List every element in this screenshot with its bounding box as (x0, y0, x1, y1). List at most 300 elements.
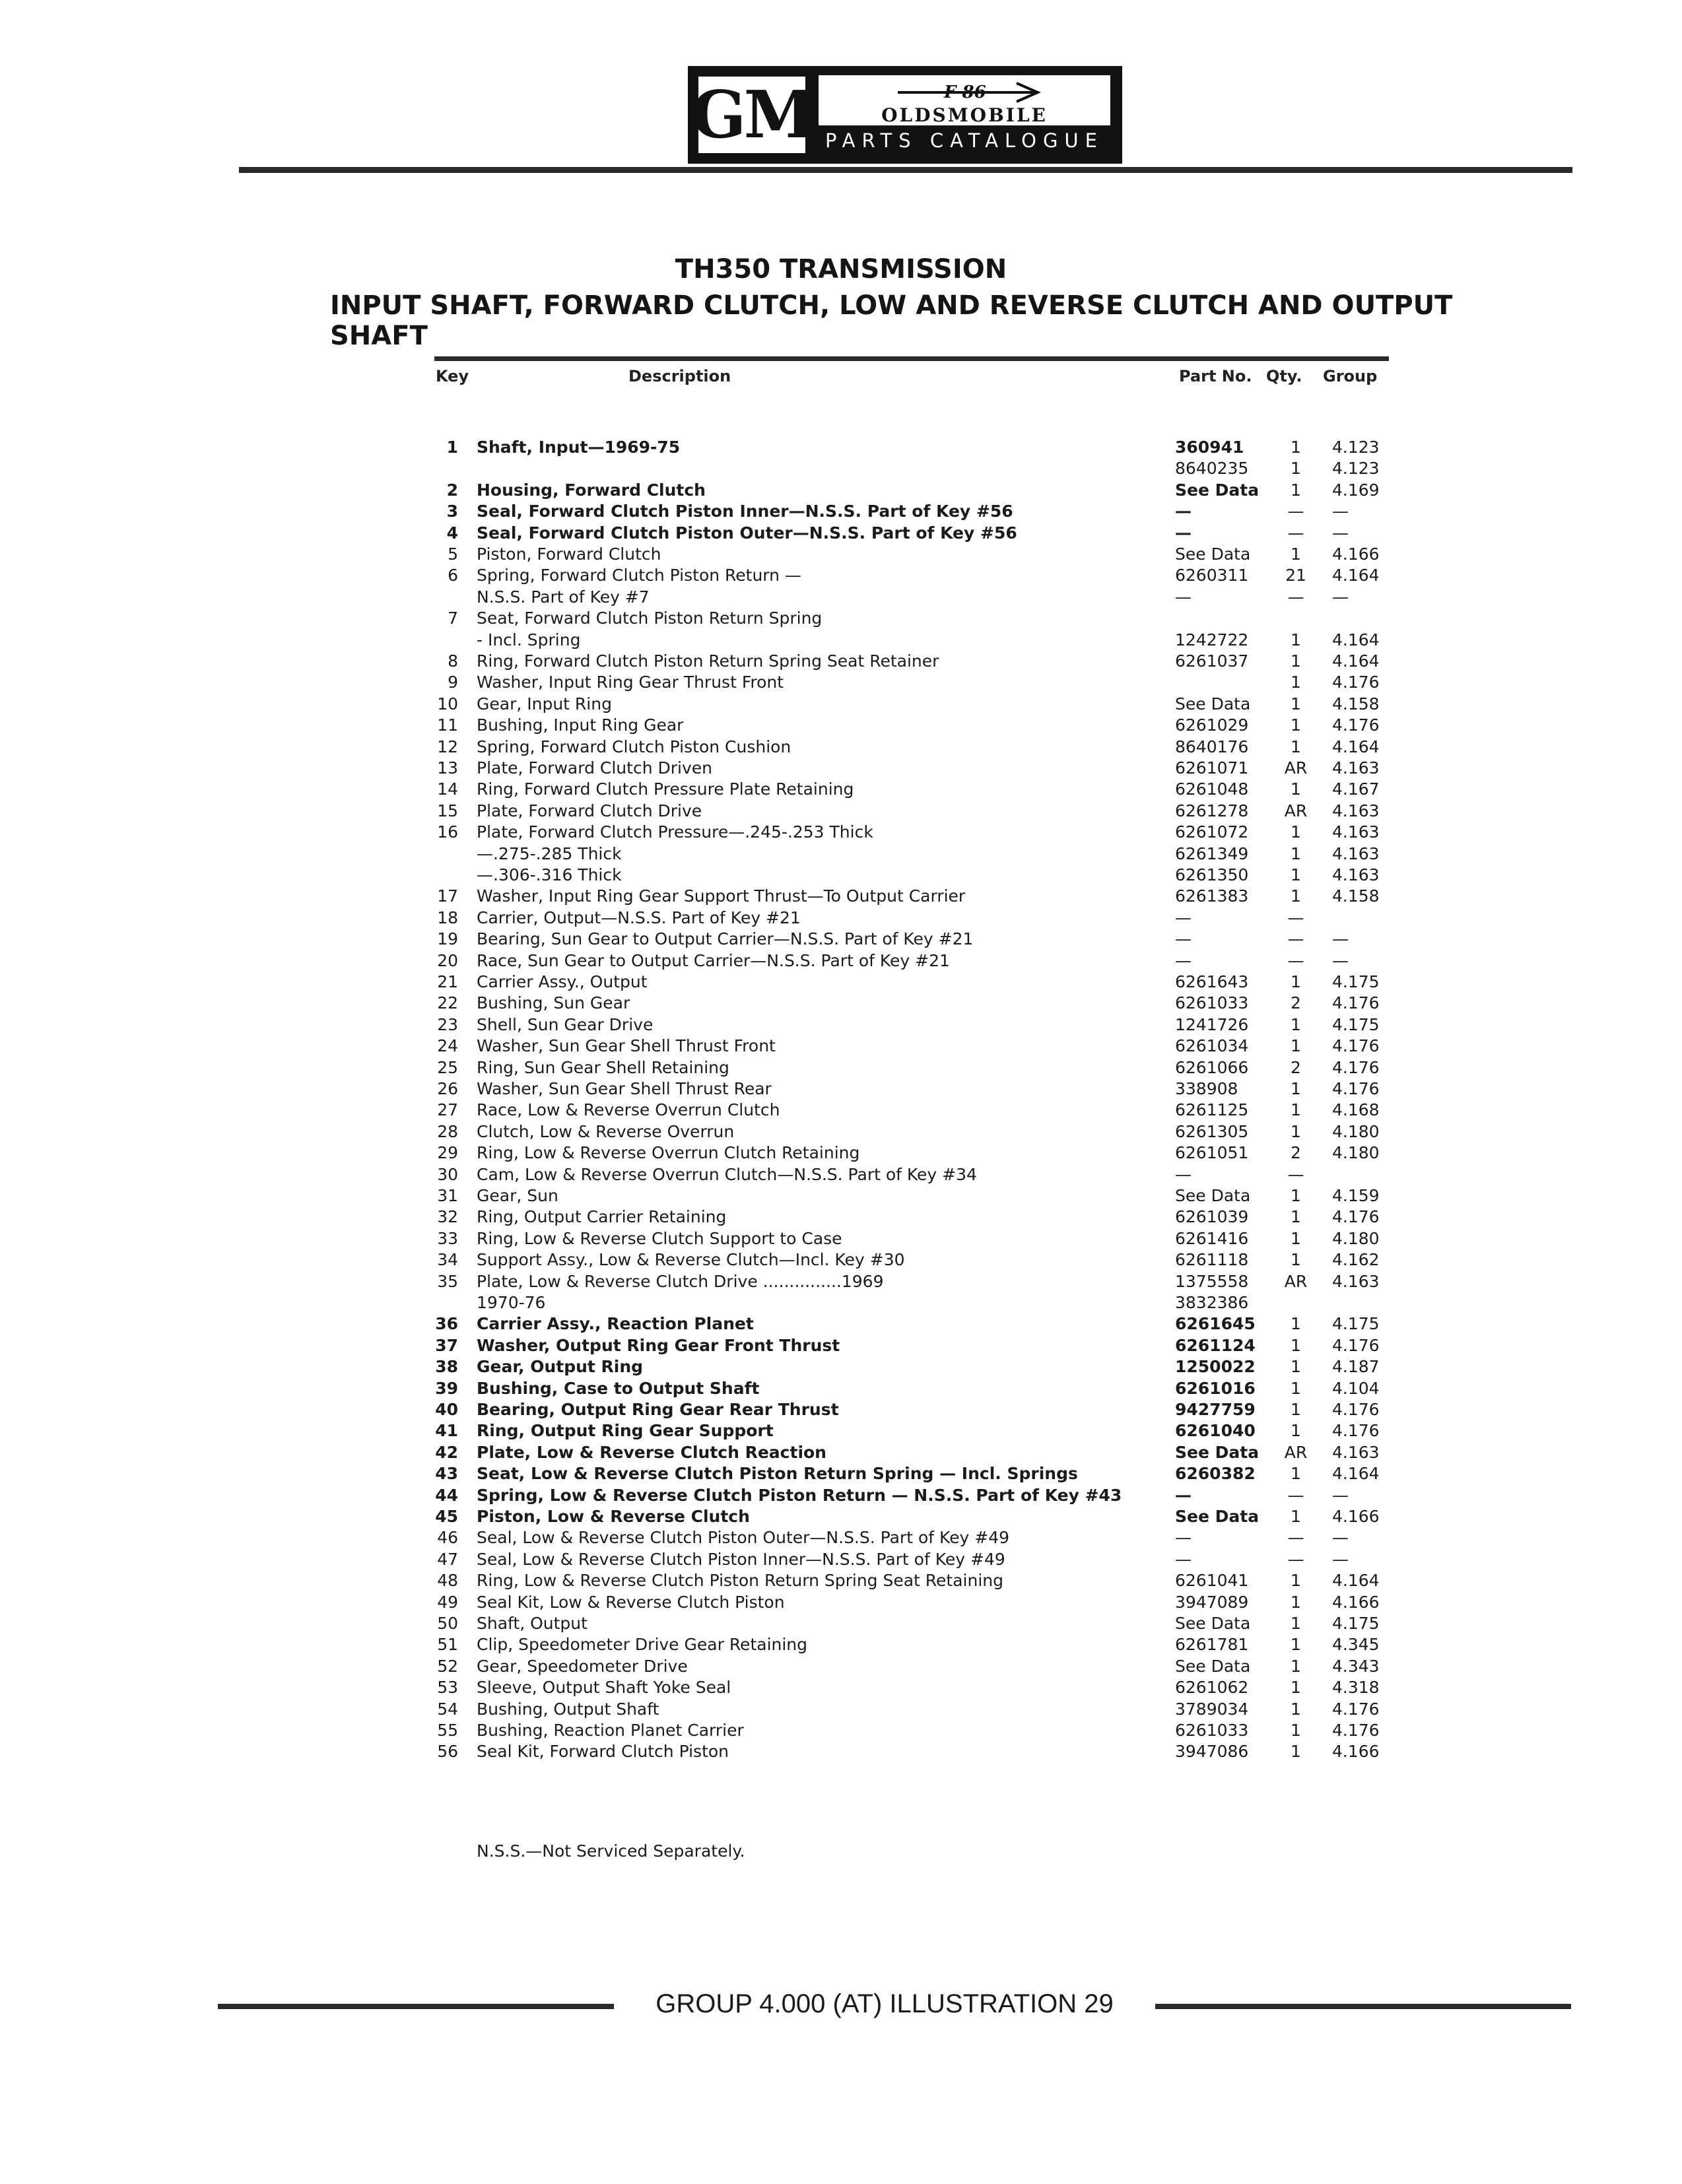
table-row (0, 1570, 1682, 1591)
row-quantity: 1 (1291, 1657, 1301, 1676)
table-row (0, 694, 1682, 714)
row-quantity: 1 (1291, 1700, 1301, 1719)
row-part-number: 6260311 (1175, 566, 1249, 585)
row-part-number: 6261016 (1175, 1379, 1256, 1398)
table-row (0, 844, 1682, 864)
row-quantity: 1 (1291, 1207, 1301, 1226)
row-part-number: — (1175, 587, 1192, 607)
row-quantity: 1 (1291, 972, 1301, 991)
row-part-number: — (1175, 502, 1192, 521)
logo-mark-text: F 86 (944, 83, 986, 102)
row-quantity: 1 (1291, 1571, 1301, 1590)
row-quantity: 1 (1291, 1678, 1301, 1697)
row-key: 33 (437, 1229, 458, 1248)
row-key: 7 (448, 609, 458, 628)
table-row (0, 1121, 1682, 1142)
table-row (0, 1185, 1682, 1206)
row-part-number: 8640176 (1175, 737, 1249, 756)
row-part-number: See Data (1175, 1657, 1251, 1676)
row-description: Washer, Input Ring Gear Thrust Front (477, 673, 784, 692)
row-part-number: — (1175, 1486, 1192, 1505)
row-quantity: — (1287, 1550, 1304, 1569)
table-row (0, 822, 1682, 842)
row-key: 26 (437, 1079, 458, 1098)
f86-arrow-icon (819, 78, 1110, 104)
table-row (0, 651, 1682, 671)
row-part-number: — (1175, 1550, 1192, 1569)
row-part-number: — (1175, 908, 1192, 927)
row-group: 4.168 (1332, 1100, 1380, 1119)
row-part-number: 6261048 (1175, 779, 1249, 799)
row-description: Plate, Forward Clutch Drive (477, 801, 702, 820)
row-group: 4.158 (1332, 886, 1380, 906)
row-part-number: 1241726 (1175, 1015, 1249, 1034)
table-row (0, 972, 1682, 992)
table-row (0, 1378, 1682, 1399)
row-quantity: 1 (1291, 865, 1301, 884)
row-description: Carrier, Output—N.S.S. Part of Key #21 (477, 908, 801, 927)
row-part-number: 6261062 (1175, 1678, 1249, 1697)
row-description: Clip, Speedometer Drive Gear Retaining (477, 1635, 808, 1654)
row-quantity: — (1287, 1486, 1304, 1505)
row-group: 4.104 (1332, 1379, 1380, 1398)
row-description: Gear, Output Ring (477, 1357, 644, 1376)
row-part-number: 9427759 (1175, 1400, 1256, 1419)
table-row (0, 1613, 1682, 1634)
table-row (0, 501, 1682, 521)
row-description: —.306-.316 Thick (477, 865, 622, 884)
row-description: Ring, Forward Clutch Piston Return Spring Seat Retainer (477, 651, 939, 671)
row-group: — (1332, 1528, 1349, 1547)
row-part-number: See Data (1175, 1443, 1260, 1462)
row-quantity: 1 (1291, 1336, 1301, 1355)
row-part-number: 6261071 (1175, 758, 1249, 778)
row-quantity: 1 (1291, 438, 1301, 457)
row-group: 4.176 (1332, 1700, 1380, 1719)
row-group: 4.158 (1332, 694, 1380, 713)
row-quantity: — (1287, 502, 1304, 521)
row-key: 14 (437, 779, 458, 799)
row-quantity: 1 (1291, 1122, 1301, 1141)
row-quantity: — (1287, 951, 1304, 970)
row-part-number: 6261051 (1175, 1143, 1249, 1162)
row-group: 4.123 (1332, 438, 1380, 457)
row-description: Bearing, Sun Gear to Output Carrier—N.S.S. Part of Key #21 (477, 929, 974, 948)
row-group: 4.166 (1332, 1593, 1380, 1612)
footer-illustration-label: GROUP 4.000 (AT) ILLUSTRATION 29 (656, 1989, 1114, 2018)
row-quantity: — (1287, 908, 1304, 927)
table-row (0, 630, 1682, 650)
table-row (0, 1142, 1682, 1163)
row-part-number: 6261118 (1175, 1250, 1249, 1269)
table-row (0, 1677, 1682, 1698)
row-key: 28 (437, 1122, 458, 1141)
row-part-number: 3789034 (1175, 1700, 1249, 1719)
row-group: — (1332, 1486, 1349, 1505)
row-description: Clutch, Low & Reverse Overrun (477, 1122, 735, 1141)
table-row (0, 1399, 1682, 1420)
row-group: — (1332, 951, 1349, 970)
row-group: 4.176 (1332, 1336, 1380, 1355)
row-description: Bushing, Output Shaft (477, 1700, 659, 1719)
row-quantity: 1 (1291, 1250, 1301, 1269)
row-quantity: — (1287, 1165, 1304, 1184)
row-quantity: 1 (1291, 1635, 1301, 1654)
table-row (0, 1485, 1682, 1506)
row-description: Sleeve, Output Shaft Yoke Seal (477, 1678, 731, 1697)
row-part-number: 6261029 (1175, 715, 1249, 735)
row-group: 4.176 (1332, 1421, 1380, 1440)
row-part-number: 6261781 (1175, 1635, 1249, 1654)
column-header-part-no: Part No. (1179, 367, 1252, 385)
row-description: Bearing, Output Ring Gear Rear Thrust (477, 1400, 839, 1419)
table-row (0, 1078, 1682, 1099)
row-part-number: See Data (1175, 480, 1260, 500)
table-row (0, 1634, 1682, 1655)
row-part-number: 6261643 (1175, 972, 1249, 991)
row-group: 4.175 (1332, 1614, 1380, 1633)
table-row (0, 1420, 1682, 1441)
row-key: 23 (437, 1015, 458, 1034)
table-row (0, 458, 1682, 479)
row-group: 4.176 (1332, 1036, 1380, 1055)
row-part-number: 6261066 (1175, 1058, 1249, 1077)
row-key: 3 (446, 502, 458, 521)
table-row (0, 737, 1682, 757)
table-row (0, 1463, 1682, 1484)
row-quantity: 1 (1291, 822, 1301, 842)
row-group: 4.175 (1332, 972, 1380, 991)
row-group: 4.176 (1332, 1400, 1380, 1419)
table-row (0, 1356, 1682, 1377)
table-row (0, 1527, 1682, 1548)
row-key: 9 (448, 673, 458, 692)
row-part-number: 6261383 (1175, 886, 1249, 906)
row-quantity: 1 (1291, 1379, 1301, 1398)
table-row (0, 1549, 1682, 1570)
row-key: 35 (437, 1272, 458, 1291)
row-group: 4.343 (1332, 1657, 1380, 1676)
row-part-number: — (1175, 951, 1192, 970)
row-group: 4.167 (1332, 779, 1380, 799)
row-group: 4.176 (1332, 673, 1380, 692)
row-description: Ring, Low & Reverse Clutch Piston Return Spring Seat Retaining (477, 1571, 1003, 1590)
row-key: 53 (437, 1678, 458, 1697)
header-rule (239, 167, 1572, 173)
row-key: 42 (435, 1443, 458, 1462)
row-group: — (1332, 587, 1349, 607)
row-key: 11 (437, 715, 458, 735)
row-description: Bushing, Input Ring Gear (477, 715, 684, 735)
table-row (0, 1313, 1682, 1334)
row-part-number: 1250022 (1175, 1357, 1256, 1376)
gm-oldsmobile-logo (688, 66, 1122, 164)
row-key: 39 (435, 1379, 458, 1398)
row-key: 54 (437, 1700, 458, 1719)
row-part-number: 6261072 (1175, 822, 1249, 842)
table-row (0, 608, 1682, 628)
row-quantity: 1 (1291, 1507, 1301, 1526)
row-quantity: 1 (1291, 1229, 1301, 1248)
row-key: 10 (437, 694, 458, 713)
footer-rule-left (218, 2004, 614, 2009)
table-row (0, 1656, 1682, 1676)
row-quantity: 1 (1291, 1036, 1301, 1055)
row-key: 5 (448, 545, 458, 564)
row-key: 46 (437, 1528, 458, 1547)
column-header-qty: Qty. (1266, 367, 1302, 385)
row-part-number: — (1175, 929, 1192, 948)
row-group: 4.163 (1332, 1443, 1380, 1462)
row-quantity: 2 (1291, 1143, 1301, 1162)
table-row (0, 1228, 1682, 1249)
row-key: 4 (446, 523, 458, 543)
row-key: 41 (435, 1421, 458, 1440)
row-key: 47 (437, 1550, 458, 1569)
table-row (0, 1741, 1682, 1762)
row-part-number: See Data (1175, 545, 1251, 564)
row-group: 4.163 (1332, 1272, 1380, 1291)
row-group: 4.164 (1332, 651, 1380, 671)
row-part-number: 6261033 (1175, 993, 1249, 1012)
table-row (0, 1335, 1682, 1356)
row-description: Housing, Forward Clutch (477, 480, 706, 500)
row-description: Race, Low & Reverse Overrun Clutch (477, 1100, 780, 1119)
row-quantity: AR (1284, 1443, 1308, 1462)
row-quantity: 1 (1291, 1100, 1301, 1119)
row-description: Washer, Sun Gear Shell Thrust Front (477, 1036, 776, 1055)
row-description: Shell, Sun Gear Drive (477, 1015, 654, 1034)
row-description: 1970-76 (477, 1293, 546, 1312)
row-group: 4.176 (1332, 1079, 1380, 1098)
row-description: Seal, Low & Reverse Clutch Piston Inner—N.S.S. Part of Key #49 (477, 1550, 1005, 1569)
row-part-number: — (1175, 1165, 1192, 1184)
row-key: 51 (437, 1635, 458, 1654)
row-description: Gear, Input Ring (477, 694, 612, 713)
row-quantity: 1 (1291, 459, 1301, 478)
table-row (0, 672, 1682, 692)
row-description: —.275-.285 Thick (477, 844, 622, 863)
row-key: 52 (437, 1657, 458, 1676)
row-part-number: 6261278 (1175, 801, 1249, 820)
footnote: N.S.S.—Not Serviced Separately. (477, 1841, 745, 1861)
gm-logo-mark: GM (696, 74, 808, 156)
row-part-number: 6261033 (1175, 1721, 1249, 1740)
row-key: 21 (437, 972, 458, 991)
row-description: Carrier Assy., Reaction Planet (477, 1314, 754, 1333)
row-part-number: 360941 (1175, 438, 1244, 457)
row-group: 4.166 (1332, 545, 1380, 564)
row-group: 4.163 (1332, 758, 1380, 778)
row-group: 4.164 (1332, 630, 1380, 649)
row-quantity: — (1287, 587, 1304, 607)
catalogue-label: PARTS CATALOGUE (825, 129, 1104, 152)
row-group: 4.166 (1332, 1507, 1380, 1526)
page-title: TH350 TRANSMISSION (675, 254, 1007, 284)
table-row (0, 1271, 1682, 1292)
row-part-number: 6261645 (1175, 1314, 1256, 1333)
row-description: Seal, Forward Clutch Piston Outer—N.S.S. Part of Key #56 (477, 523, 1017, 543)
row-key: 29 (437, 1143, 458, 1162)
row-description: - Incl. Spring (477, 630, 581, 649)
row-quantity: 1 (1291, 694, 1301, 713)
column-header-key: Key (436, 367, 469, 385)
row-part-number: — (1175, 1528, 1192, 1547)
row-group: — (1332, 1550, 1349, 1569)
row-part-number: 6261124 (1175, 1336, 1256, 1355)
row-description: Plate, Forward Clutch Pressure—.245-.253 Thick (477, 822, 873, 842)
row-description: Spring, Forward Clutch Piston Return — (477, 566, 801, 585)
row-part-number: 338908 (1175, 1079, 1238, 1098)
row-quantity: 1 (1291, 1742, 1301, 1761)
row-key: 43 (435, 1464, 458, 1483)
row-quantity: 1 (1291, 630, 1301, 649)
row-part-number: 3832386 (1175, 1293, 1249, 1312)
table-row (0, 1592, 1682, 1612)
row-part-number: 1242722 (1175, 630, 1249, 649)
row-quantity: 1 (1291, 715, 1301, 735)
table-row (0, 1100, 1682, 1120)
row-quantity: 1 (1291, 480, 1301, 500)
row-description: Ring, Low & Reverse Clutch Support to Case (477, 1229, 842, 1248)
page-subtitle: INPUT SHAFT, FORWARD CLUTCH, LOW AND REVERSE CLUTCH AND OUTPUT SHAFT (330, 290, 1453, 351)
row-group: 4.176 (1332, 1721, 1380, 1740)
row-quantity: 2 (1291, 1058, 1301, 1077)
row-group: 4.180 (1332, 1122, 1380, 1141)
row-description: N.S.S. Part of Key #7 (477, 587, 650, 607)
row-description: Ring, Sun Gear Shell Retaining (477, 1058, 729, 1077)
table-row (0, 437, 1682, 457)
row-quantity: 1 (1291, 651, 1301, 671)
row-quantity: 21 (1285, 566, 1306, 585)
row-description: Seal, Forward Clutch Piston Inner—N.S.S. Part of Key #56 (477, 502, 1013, 521)
row-quantity: 1 (1291, 1314, 1301, 1333)
table-row (0, 544, 1682, 564)
row-description: Washer, Sun Gear Shell Thrust Rear (477, 1079, 772, 1098)
row-part-number: 6261125 (1175, 1100, 1249, 1119)
table-row (0, 993, 1682, 1013)
row-part-number: See Data (1175, 1614, 1251, 1633)
row-description: Ring, Forward Clutch Pressure Plate Retaining (477, 779, 854, 799)
row-key: 49 (437, 1593, 458, 1612)
row-part-number: See Data (1175, 694, 1251, 713)
row-group: 4.180 (1332, 1229, 1380, 1248)
row-description: Bushing, Case to Output Shaft (477, 1379, 760, 1398)
row-description: Carrier Assy., Output (477, 972, 648, 991)
footer-rule-right (1155, 2004, 1571, 2009)
row-quantity: 1 (1291, 1464, 1301, 1483)
row-group: 4.169 (1332, 480, 1380, 500)
row-description: Piston, Forward Clutch (477, 545, 661, 564)
table-row (0, 1207, 1682, 1227)
row-key: 16 (437, 822, 458, 842)
row-key: 22 (437, 993, 458, 1012)
row-quantity: 1 (1291, 1015, 1301, 1034)
row-description: Seat, Low & Reverse Clutch Piston Return Spring — Incl. Springs (477, 1464, 1078, 1483)
row-part-number: 3947086 (1175, 1742, 1249, 1761)
column-header-description: Description (628, 367, 731, 385)
row-quantity: 1 (1291, 737, 1301, 756)
row-group: 4.163 (1332, 865, 1380, 884)
row-quantity: 1 (1291, 1357, 1301, 1376)
row-description: Ring, Low & Reverse Overrun Clutch Retaining (477, 1143, 860, 1162)
row-quantity: AR (1284, 758, 1308, 778)
row-part-number: 3947089 (1175, 1593, 1249, 1612)
row-description: Seal Kit, Low & Reverse Clutch Piston (477, 1593, 785, 1612)
row-description: Seat, Forward Clutch Piston Return Spring (477, 609, 823, 628)
row-part-number: 6261349 (1175, 844, 1249, 863)
row-description: Race, Sun Gear to Output Carrier—N.S.S. Part of Key #21 (477, 951, 950, 970)
row-quantity: AR (1284, 1272, 1308, 1291)
row-group: 4.180 (1332, 1143, 1380, 1162)
row-part-number: 6261305 (1175, 1122, 1249, 1141)
row-quantity: 1 (1291, 1186, 1301, 1205)
row-part-number: 6261034 (1175, 1036, 1249, 1055)
row-key: 48 (437, 1571, 458, 1590)
row-description: Ring, Output Ring Gear Support (477, 1421, 774, 1440)
row-quantity: 1 (1291, 886, 1301, 906)
row-key: 27 (437, 1100, 458, 1119)
row-group: 4.162 (1332, 1250, 1380, 1269)
logo-brand-panel (819, 75, 1110, 125)
row-part-number: 6261037 (1175, 651, 1249, 671)
row-key: 32 (437, 1207, 458, 1226)
row-key: 45 (435, 1507, 458, 1526)
row-description: Shaft, Input—1969-75 (477, 438, 681, 457)
row-description: Plate, Forward Clutch Driven (477, 758, 712, 778)
table-row (0, 1057, 1682, 1078)
row-group: 4.176 (1332, 1207, 1380, 1226)
row-group: 4.318 (1332, 1678, 1380, 1697)
row-group: 4.159 (1332, 1186, 1380, 1205)
row-group: 4.176 (1332, 715, 1380, 735)
row-key: 44 (435, 1486, 458, 1505)
row-description: Spring, Low & Reverse Clutch Piston Return — N.S.S. Part of Key #43 (477, 1486, 1122, 1505)
row-quantity: 1 (1291, 545, 1301, 564)
row-group: 4.176 (1332, 993, 1380, 1012)
row-key: 20 (437, 951, 458, 970)
row-group: — (1332, 523, 1349, 543)
table-row (0, 929, 1682, 949)
table-row (0, 950, 1682, 971)
row-group: 4.164 (1332, 1464, 1380, 1483)
row-quantity: — (1287, 523, 1304, 543)
column-header-group: Group (1323, 367, 1378, 385)
table-row (0, 1036, 1682, 1056)
table-row (0, 565, 1682, 585)
table-row (0, 523, 1682, 543)
row-key: 37 (435, 1336, 458, 1355)
row-part-number: 6260382 (1175, 1464, 1256, 1483)
row-key: 15 (437, 801, 458, 820)
row-description: Gear, Sun (477, 1186, 558, 1205)
row-key: 50 (437, 1614, 458, 1633)
row-description: Seal, Low & Reverse Clutch Piston Outer—N.S.S. Part of Key #49 (477, 1528, 1010, 1547)
row-group: — (1332, 929, 1349, 948)
row-part-number: 6261039 (1175, 1207, 1249, 1226)
row-key: 38 (435, 1357, 458, 1376)
row-description: Ring, Output Carrier Retaining (477, 1207, 727, 1226)
table-row (0, 715, 1682, 735)
row-key: 2 (446, 480, 458, 500)
row-group: 4.175 (1332, 1314, 1380, 1333)
row-key: 30 (437, 1165, 458, 1184)
row-quantity: 1 (1291, 1421, 1301, 1440)
table-row (0, 1249, 1682, 1270)
row-description: Spring, Forward Clutch Piston Cushion (477, 737, 791, 756)
row-key: 13 (437, 758, 458, 778)
row-description: Bushing, Sun Gear (477, 993, 630, 1012)
